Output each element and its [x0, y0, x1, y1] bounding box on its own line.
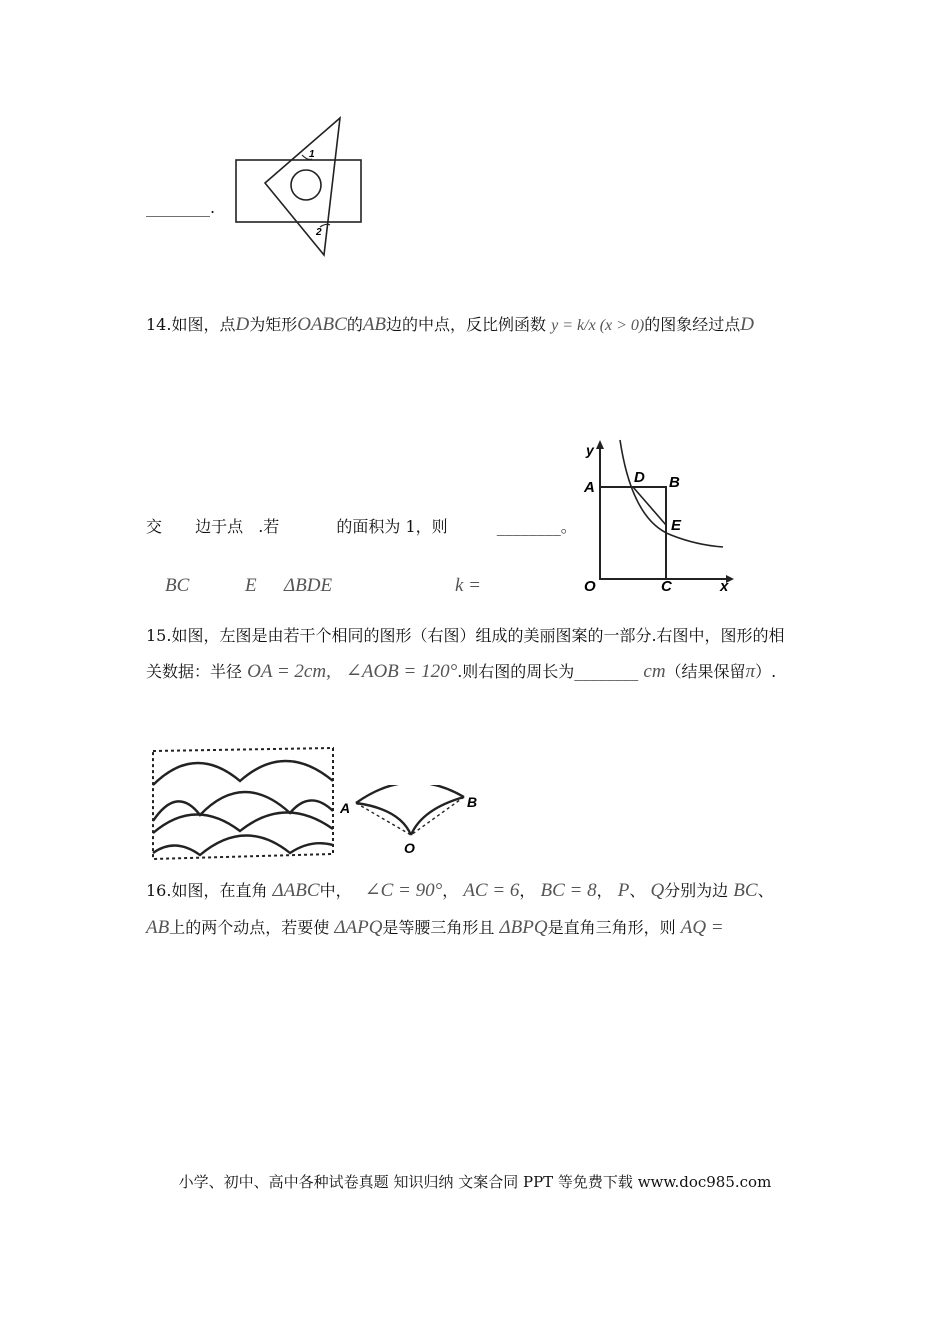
- q14-rect-text: 为矩形: [249, 315, 298, 334]
- rectangle-shape: [236, 160, 361, 222]
- q16-AB: AB: [146, 917, 170, 938]
- q16-line1: 16.如图，在直角 ΔABC中， ∠C = 90°， AC = 6， BC = 8， P、 Q分别为边 BC、: [146, 880, 774, 901]
- circle-shape: [291, 170, 321, 200]
- q13-figure: [232, 115, 367, 260]
- q14-rect-OABC: OABC: [297, 314, 347, 335]
- svg-text:B: B: [669, 474, 680, 491]
- q16-BC-val: BC = 8: [540, 880, 597, 901]
- svg-text:D: D: [634, 469, 645, 486]
- q14-line1: [146, 315, 754, 336]
- q16-P: P: [617, 880, 630, 901]
- q16-BC: BC: [733, 880, 758, 901]
- q15-unit-figure: [336, 785, 486, 860]
- q14-prefix: 14.如图，点: [146, 315, 236, 334]
- q14-graph-figure: [576, 435, 736, 593]
- q16-APQ: ΔAPQ: [334, 917, 383, 938]
- q14-passes-text: 的图象经过点: [644, 315, 741, 334]
- q16-BPQ: ΔBPQ: [499, 917, 548, 938]
- q15-line2-prefix: 关数据：半径: [146, 662, 243, 681]
- q15-angle: ∠AOB = 120°: [345, 661, 458, 682]
- svg-text:x: x: [720, 578, 729, 593]
- svg-text:O: O: [404, 840, 415, 856]
- q13-label-2: 2: [316, 227, 322, 238]
- q14-of: 的: [346, 315, 363, 334]
- q16-AC: AC = 6: [463, 880, 520, 901]
- q15-line2-mid: .则右图的周长为________: [457, 662, 639, 681]
- q15-line2: [146, 662, 776, 682]
- q15-line2-end: ）.: [755, 662, 777, 681]
- svg-text:A: A: [584, 479, 595, 496]
- q14-point-D: D: [235, 314, 250, 335]
- q15-line2-suffix: （结果保留: [665, 662, 746, 681]
- q14-edge-AB: AB: [362, 314, 387, 335]
- svg-text:O: O: [584, 578, 596, 593]
- triangle-shape: [265, 118, 340, 255]
- q16-prefix: 16.如图，在直角: [146, 881, 268, 900]
- q14-answer-blank: ________。: [496, 517, 577, 536]
- q14-sub-k: k =: [455, 575, 482, 596]
- svg-text:B: B: [467, 794, 478, 810]
- q13-answer-blank: ________.: [146, 198, 216, 217]
- rectangle-OABC: [600, 487, 666, 579]
- svg-text:y: y: [586, 442, 594, 458]
- svg-text:C: C: [661, 578, 672, 593]
- q14-line2: [146, 517, 577, 537]
- q14-part1: 交: [146, 517, 163, 536]
- q16-AQ: AQ =: [680, 917, 724, 938]
- q16-are-on: 分别为边: [664, 881, 729, 900]
- q14-point-D2: D: [740, 314, 755, 335]
- q15-pi: π: [745, 661, 756, 682]
- q14-sub-BC: BC: [165, 575, 190, 596]
- q13-label-1: 1: [309, 149, 315, 160]
- q16-triangle: ΔABC: [272, 880, 320, 901]
- q14-sub-BDE: ΔBDE: [284, 575, 333, 596]
- q14-part4: 的面积为 1，则: [336, 517, 448, 536]
- q16-Q: Q: [650, 880, 665, 901]
- q16-line2: [146, 918, 724, 938]
- q16-mid3: 是直角三角形，则: [547, 918, 676, 937]
- page-footer: 小学、初中、高中各种试卷真题 知识归纳 文案合同 PPT 等免费下载 www.doc985.com: [178, 1173, 772, 1191]
- q16-angleC: ∠C = 90°: [364, 880, 443, 901]
- q16-mid1: 上的两个动点，若要使: [169, 918, 330, 937]
- q14-part2: 边于点: [195, 517, 244, 536]
- q15-pattern-figure: [145, 745, 340, 865]
- q14-midpoint-text: 边的中点，反比例函数: [386, 315, 547, 334]
- q14-sub-E: E: [245, 575, 257, 596]
- q14-function: y = k/x (x > 0): [551, 317, 645, 334]
- q14-part3: .若: [258, 517, 280, 536]
- q16-in: 中，: [319, 881, 352, 900]
- svg-text:A: A: [340, 800, 351, 816]
- q15-OA: OA = 2cm,: [247, 661, 331, 682]
- svg-text:E: E: [671, 517, 682, 534]
- q15-line1: 15.如图，左图是由若干个相同的图形（右图）组成的美丽图案的一部分.右图中，图形的相: [146, 626, 785, 645]
- q15-cm: cm: [643, 661, 666, 682]
- q16-mid2: 是等腰三角形且: [382, 918, 495, 937]
